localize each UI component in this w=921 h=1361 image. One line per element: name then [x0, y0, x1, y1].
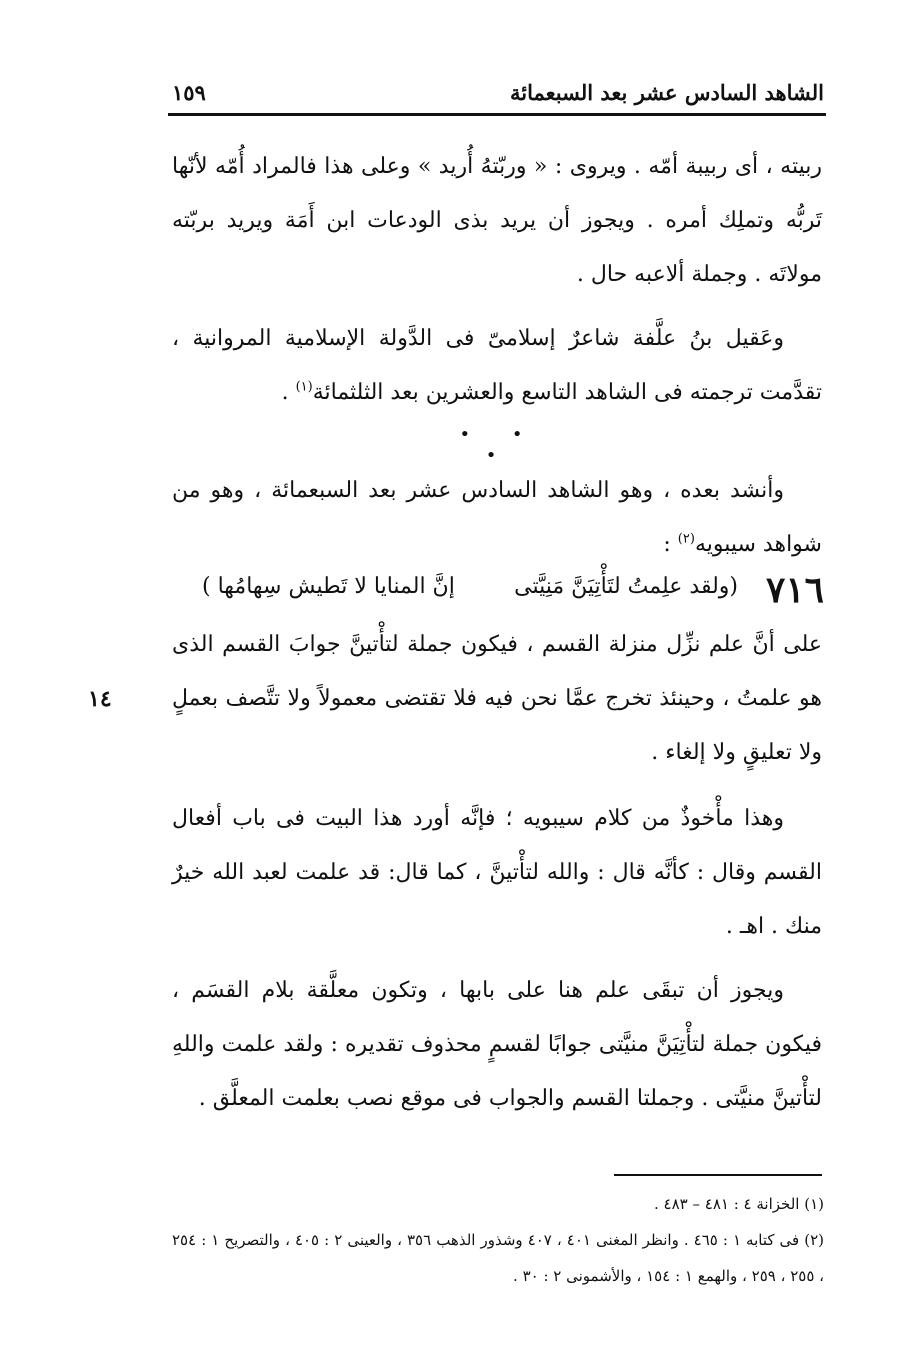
verse-hemistich-first: (ولقد علِمتُ لتَأْتِيَنَّ مَنِيَّتى: [514, 574, 738, 599]
paragraph-4-text: على أنَّ علم نزِّل منزلة القسم ، فيكون جملة لتأْتينَّ جوابَ القسم الذى هو علمتُ ، وحينئذ تخرج عمَّا نحن فيه فلا تقتضى معمولاً ولا تتَّصف بعملٍ ولا تعليقٍ ولا إلغاء .: [172, 632, 822, 765]
verse-hemistich-second: إنَّ المنايا لا تَطيش سِهامُها ): [202, 574, 455, 599]
footnote-rule: [614, 1174, 822, 1176]
header-rule: [168, 113, 826, 116]
paragraph-5: [172, 792, 822, 954]
verse-line: [172, 568, 824, 616]
verse-number: ٧١٦: [765, 569, 824, 611]
footnotes: [172, 1186, 824, 1294]
paragraph-2-line: [172, 312, 822, 420]
margin-line-number: ١٤: [88, 686, 112, 712]
paragraph-3: [172, 464, 822, 572]
paragraph-5-text: وهذا مأْخوذٌ من كلام سيبويه ؛ فإنَّه أورد هذا البيت فى باب أفعال القسم وقال : كأنَّه قال : والله لتأْتينَّ ، كما قال: قد علمت لعبد الله خيرٌ منك . اهـ .: [172, 806, 822, 939]
paragraph-3-colon: :: [663, 532, 678, 557]
section-separator: • • •: [459, 424, 541, 466]
paragraph-1-text: ربيته ، أى ربيبة أمّه . ويروى : « وربّتهُ أُريد » وعلى هذا فالمراد أُمّه لأنّها تَربُّه وتملِك أمره . ويجوز أن يريد بذى الودعات ابن أَمَة ويريد بربّته مولاتَه . وجملة ألاعبه حال .: [172, 154, 822, 287]
paragraph-3-text: وأنشد بعده ، وهو الشاهد السادس عشر بعد السبعمائة ، وهو من شواهد سيبويه: [172, 478, 822, 557]
paragraph-4: [172, 618, 822, 780]
footnote-2: (٢) فى كتابه ١ : ٤٦٥ . وانظر المغنى ٤٠١ ، ٤٠٧ وشذور الذهب ٣٥٦ ، والعينى ٢ : ٤٠٥ ، والتصريح ١ : ٢٥٤ ، ٢٥٥ ، ٢٥٩ ، والهمع ١ : ١٥٤ ، والأشمونى ٢ : ٣٠ .: [172, 1231, 825, 1285]
footnote-1: (١) الخزانة ٤ : ٤٨١ – ٤٨٣ .: [654, 1195, 824, 1213]
paragraph-2-text: وعَقيل بنُ علَّفة شاعرٌ إسلامىّ فى الدَّولة الإسلامية المروانية ، تقدَّمت ترجمته فى الشاهد التاسع والعشرين بعد الثلثمائة: [172, 326, 822, 405]
paragraph-6: [172, 964, 822, 1126]
footnote-ref-1: (١): [295, 379, 313, 395]
page-number: ١٥٩: [172, 80, 206, 105]
page-header: [172, 78, 824, 112]
footnote-ref-2: (٢): [677, 531, 695, 547]
paragraph-3-line: [172, 464, 822, 572]
paragraph-1: [172, 140, 822, 302]
paragraph-6-text: ويجوز أن تبقَى علم هنا على بابها ، وتكون معلَّقة بلام القسَم ، فيكون جملة لتأْتِيَنَّ منيَّتى جوابًا لقسمٍ محذوف تقديره : ولقد علمت واللهِ لتأْتينَّ منيَّتى . وجملتا القسم والجواب فى موقع نصب بعلمت المعلَّق .: [172, 978, 822, 1111]
paragraph-2-period: .: [281, 380, 296, 405]
paragraph-2: [172, 312, 822, 420]
running-title: الشاهد السادس عشر بعد السبعمائة: [510, 80, 824, 105]
